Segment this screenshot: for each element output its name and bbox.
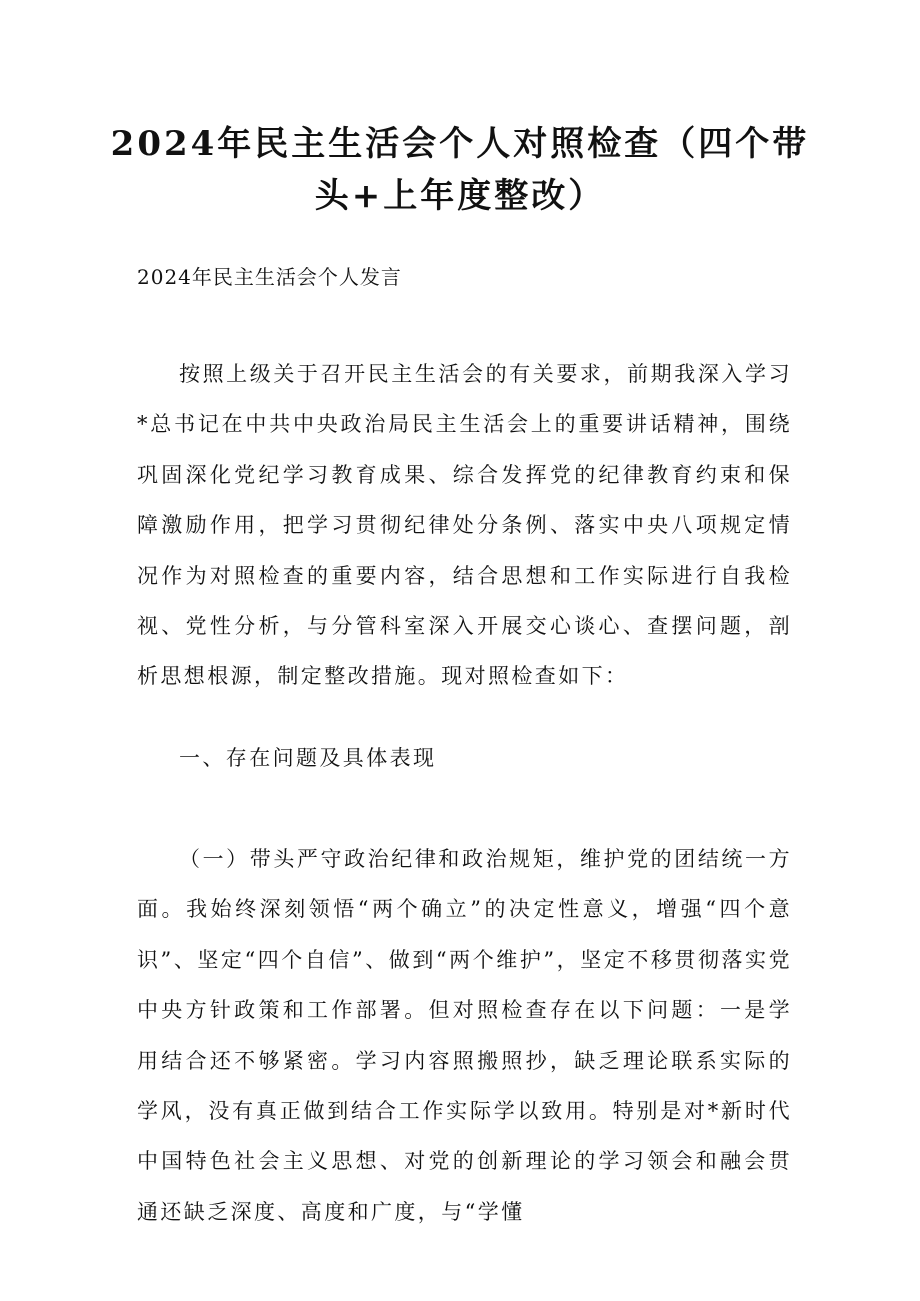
intro-paragraph: 按照上级关于召开民主生活会的有关要求，前期我深入学习*总书记在中共中央政治局民主生活会上的重要讲话精神，围绕巩固深化党纪学习教育成果、综合发挥党的纪律教育约束和保障激励作用，把学习贯彻纪律处分条例、落实中央八项规定情况作为对照检查的重要内容，结合思想和工作实际进行自我检视、党性分析，与分管科室深入开展交心谈心、查摆问题，剖析思想根源，制定整改措施。现对照检查如下：: [137, 362, 792, 689]
document-title: 2024年民主生活会个人对照检查（四个带头+上年度整改）: [110, 124, 810, 216]
document-subtitle: 2024年民主生活会个人发言: [137, 265, 402, 289]
section-heading: 一、存在问题及具体表现: [179, 746, 437, 770]
body-paragraph: （一）带头严守政治纪律和政治规矩，维护党的团结统一方面。我始终深刻领悟“两个确立”的决定性意义，增强“四个意识”、坚定“四个自信”、做到“两个维护”，坚定不移贯彻落实党中央方针政策和工作部署。但对照检查存在以下问题：一是学用结合还不够紧密。学习内容照搬照抄，缺乏理论联系实际的学风，没有真正做到结合工作实际学以致用。特别是对*新时代中国特色社会主义思想、对党的创新理论的学习领会和融会贯通还缺乏深度、高度和广度，与“学懂: [137, 847, 792, 1224]
